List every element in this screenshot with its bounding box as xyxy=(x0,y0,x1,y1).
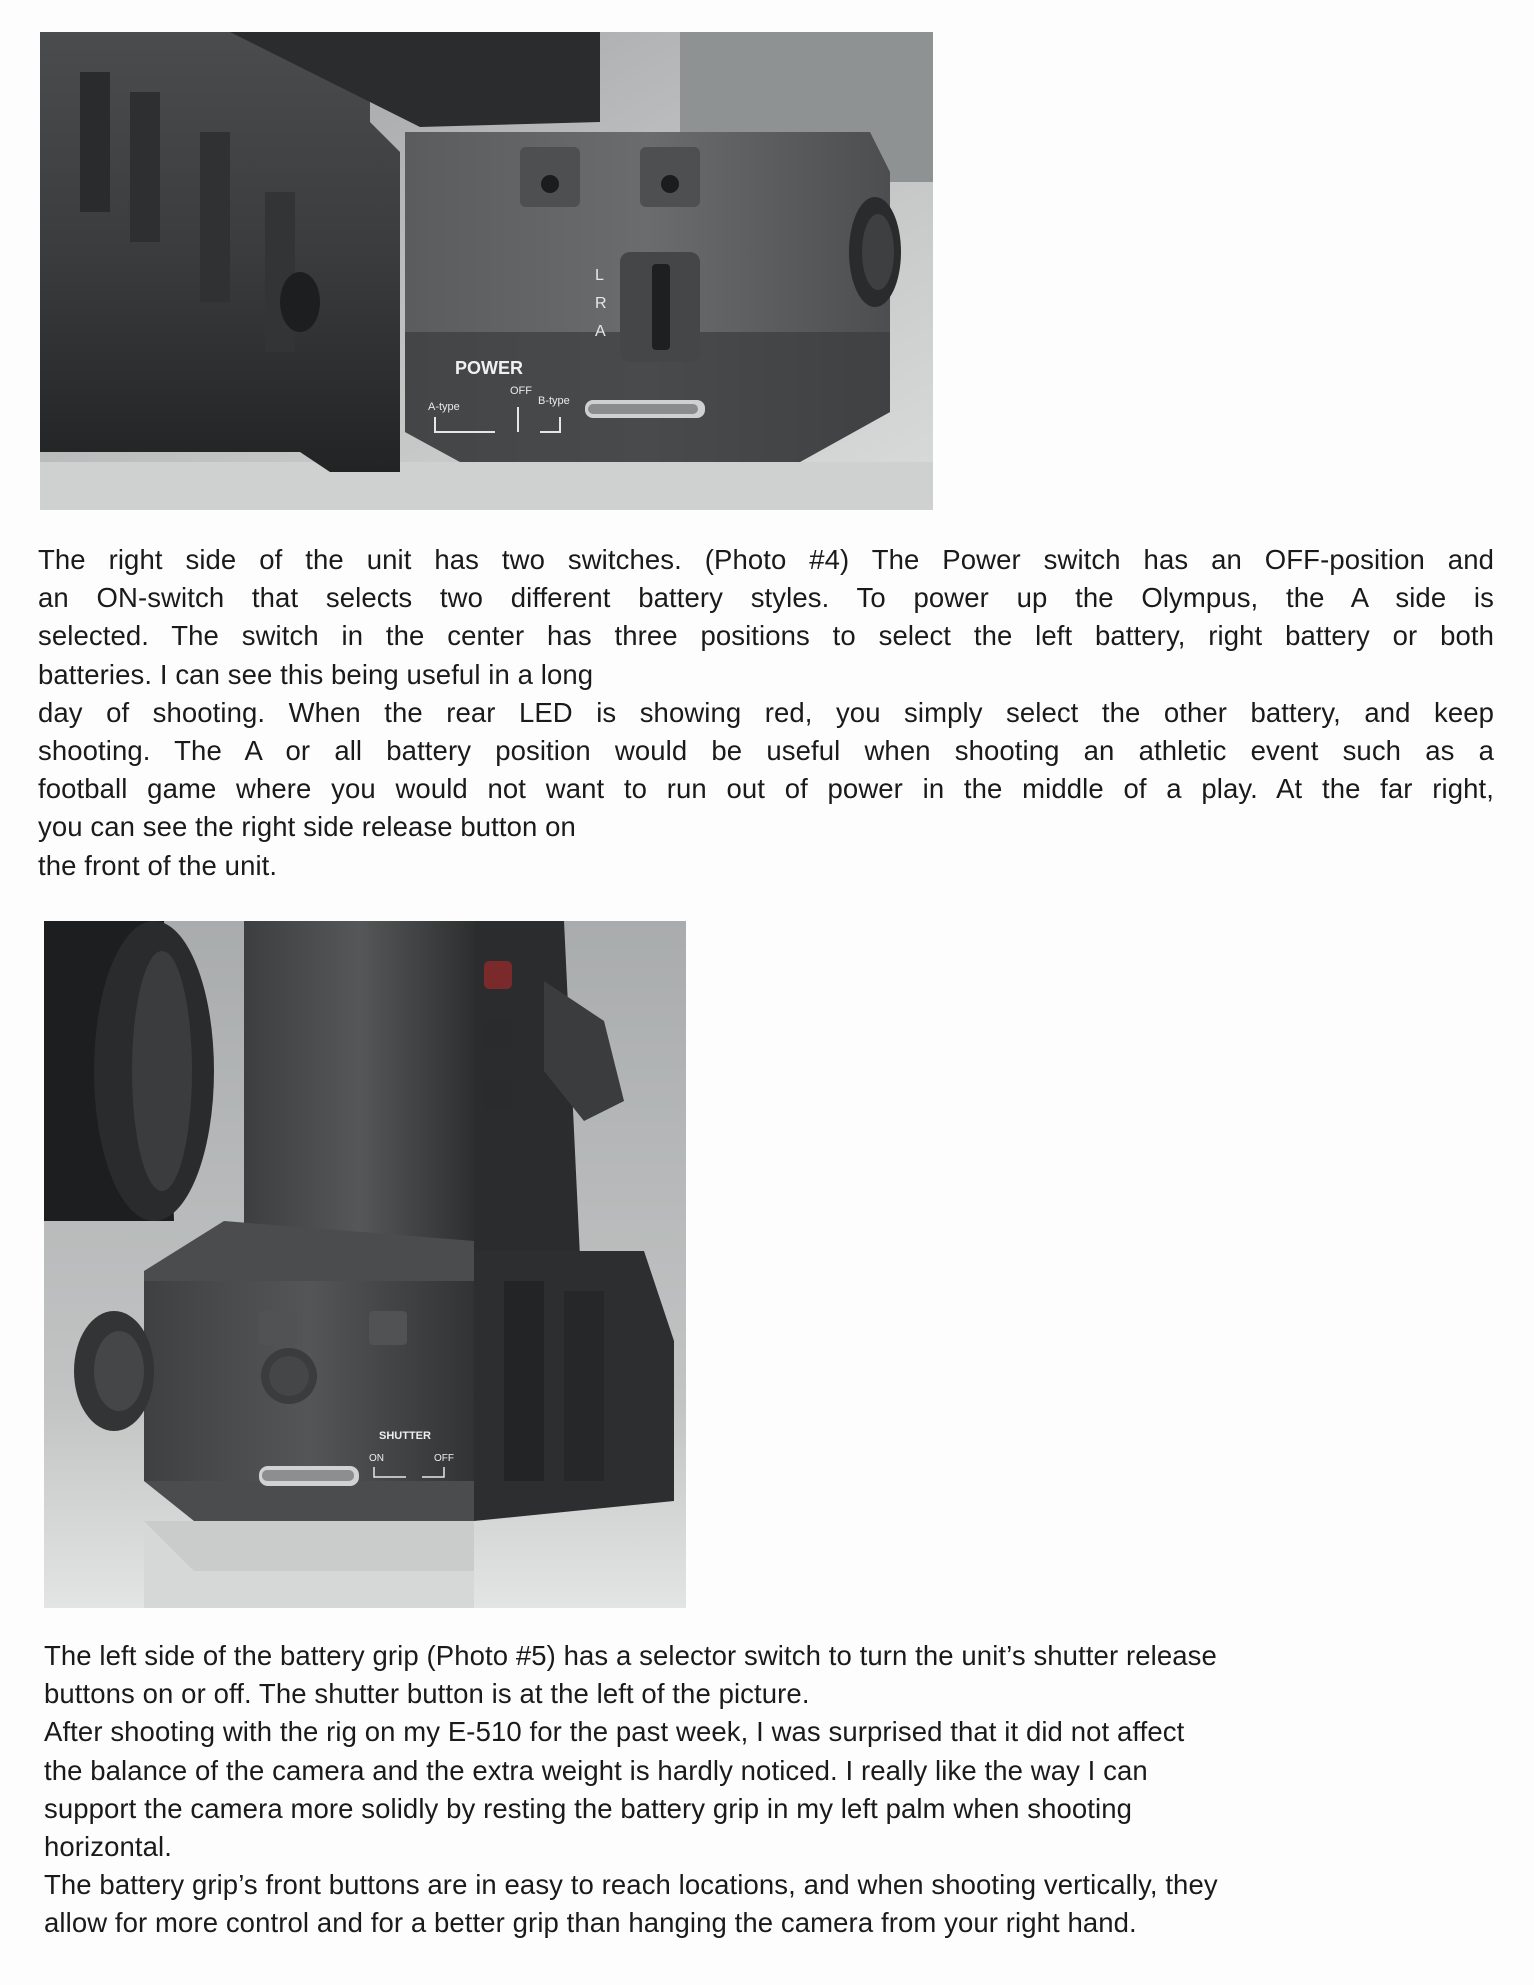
photo-battery-grip-left-side xyxy=(44,921,686,1608)
shutter-label: SHUTTER xyxy=(379,1430,431,1442)
shutter-on-label: ON xyxy=(369,1453,384,1464)
caption-4-line: batteries. I can see this being useful in a long xyxy=(38,658,594,690)
caption-5-line: horizontal. xyxy=(44,1831,172,1863)
power-label: POWER xyxy=(455,358,524,378)
caption-5-line: The battery grip’s front buttons are in easy to reach locations, and when shooting vertically, they xyxy=(44,1869,1218,1901)
caption-4-line: the front of the unit. xyxy=(38,849,278,881)
caption-4-line: selected. The switch in the center has three positions to select the left battery, right battery or both xyxy=(38,620,1494,652)
selector-label-r: R xyxy=(595,295,607,312)
photo-5-illustration xyxy=(44,921,686,1608)
selector-label-l: L xyxy=(595,267,604,284)
photo-battery-grip-right-side xyxy=(40,32,933,510)
caption-4-line: shooting. The A or all battery position would be useful when shooting an athletic event such as a xyxy=(38,735,1494,767)
caption-5-line: the balance of the camera and the extra weight is hardly noticed. I really like the way I can xyxy=(44,1754,1148,1786)
caption-photo-5 xyxy=(44,1637,1464,1943)
caption-photo-4 xyxy=(38,541,1494,885)
selector-label-a: A xyxy=(595,323,606,340)
caption-4-line: day of shooting. When the rear LED is showing red, you simply select the other battery, and keep xyxy=(38,696,1494,728)
off-label: OFF xyxy=(510,385,532,397)
caption-5-line: allow for more control and for a better grip than hanging the camera from your right hand. xyxy=(44,1907,1137,1939)
caption-5-line: support the camera more solidly by resting the battery grip in my left palm when shooting xyxy=(44,1792,1133,1824)
caption-4-line: The right side of the unit has two switches. (Photo #4) The Power switch has an OFF-position and xyxy=(38,544,1494,575)
caption-5-line: The left side of the battery grip (Photo #5) has a selector switch to turn the unit’s shutter release xyxy=(44,1640,1217,1671)
caption-5-line: buttons on or off. The shutter button is at the left of the picture. xyxy=(44,1678,810,1710)
shutter-off-label: OFF xyxy=(434,1453,454,1464)
a-type-label: A-type xyxy=(428,401,460,413)
caption-5-line: After shooting with the rig on my E-510 for the past week, I was surprised that it did not affect xyxy=(44,1716,1185,1748)
caption-4-line: you can see the right side release button on xyxy=(38,811,576,843)
b-type-label: B-type xyxy=(538,395,570,407)
photo-4-illustration xyxy=(40,32,933,510)
caption-4-line: an ON-switch that selects two different battery styles. To power up the Olympus, the A side is xyxy=(38,582,1494,614)
caption-4-line: football game where you would not want to run out of power in the middle of a play. At the far right, xyxy=(38,773,1494,805)
